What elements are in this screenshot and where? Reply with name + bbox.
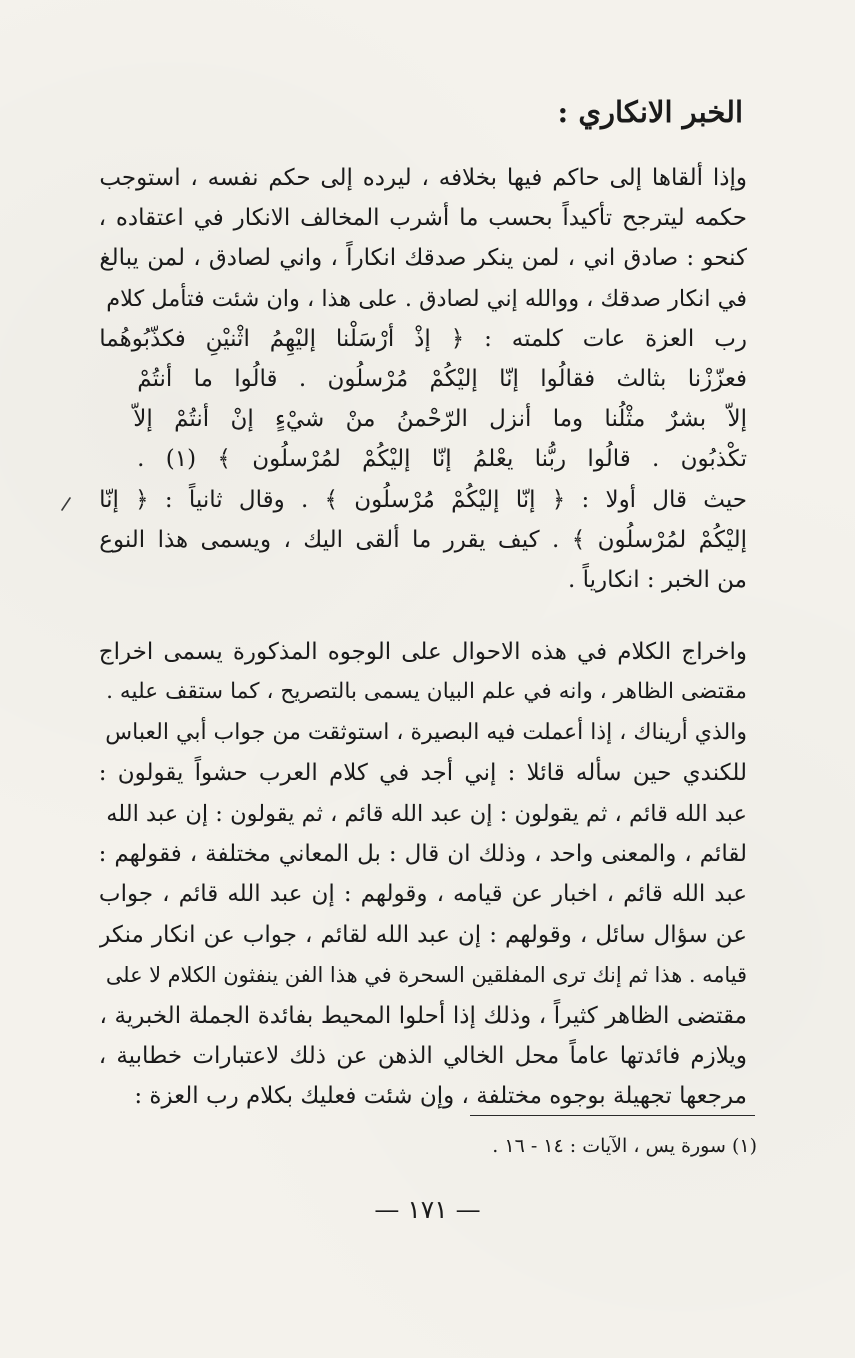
text-line: في انكار صدقك ، ووالله إني لصادق . على هذا ، وان شئت فتأمل كلام bbox=[106, 285, 747, 312]
section-heading: الخبر الانكاري : bbox=[557, 95, 743, 129]
text-line: إلاّ بشرٌ مثْلُنا وما أنزل الرّحْمنُ منْ شيْءٍ إنْ أنتُمْ إلاّ bbox=[133, 406, 747, 433]
text-line: للكندي حين سأله قائلا : إني أجد في كلام العرب حشواً يقولون : bbox=[99, 760, 747, 787]
text-line: عبد الله قائم ، اخبار عن قيامه ، وقولهم : إن عبد الله قائم ، جواب bbox=[99, 881, 747, 908]
text-line: عن سؤال سائل ، وقولهم : إن عبد الله لقائم ، جواب عن انكار منكر bbox=[99, 921, 747, 948]
text-line: تكْذبُون . قالُوا ربُّنا يعْلمُ إنّا إليْكُمْ لمُرْسلُون ﴾ (١) . bbox=[137, 446, 747, 473]
text-line: عبد الله قائم ، ثم يقولون : إن عبد الله قائم ، ثم يقولون : إن عبد الله bbox=[106, 800, 747, 827]
text-line: وإذا ألقاها إلى حاكم فيها بخلافه ، ليرده إلى حكم نفسه ، استوجب bbox=[99, 165, 747, 191]
text-line: مرجعها تجهيلة بوجوه مختلفة ، وإن شئت فعليك بكلام رب العزة : bbox=[134, 1083, 747, 1110]
margin-mark-icon bbox=[58, 497, 72, 513]
text-line: إليْكُمْ لمُرْسلُون ﴾ . كيف يقرر ما ألقى اليك ، ويسمى هذا النوع bbox=[99, 526, 747, 553]
text-line: كنحو : صادق اني ، لمن ينكر صدقك انكاراً ، واني لصادق ، لمن يبالغ bbox=[99, 245, 747, 272]
text-line: فعزّزْنا بثالث فقالُوا إنّا إليْكُمْ مُرْسلُون . قالُوا ما أنتُمْ bbox=[137, 366, 747, 393]
text-line: مقتضى الظاهر ، وانه في علم البيان يسمى بالتصريح ، كما ستقف عليه . bbox=[106, 679, 747, 705]
paragraph-1 bbox=[99, 158, 747, 600]
text-line: حكمه ليترجح تأكيداً بحسب ما أشرب المخالف الانكار في اعتقاده ، bbox=[99, 205, 747, 232]
page-number: — ١٧١ — bbox=[374, 1195, 481, 1224]
text-line: حيث قال أولا : ﴿ إنّا إليْكُمْ مُرْسلُون ﴾ . وقال ثانياً : ﴿ إنّا bbox=[99, 486, 747, 513]
text-line: رب العزة عات كلمته : ﴿ إذْ أرْسَلْنا إليْهِمُ اثْنيْنِ فكذّبُوهُما bbox=[99, 325, 747, 352]
text-line: من الخبر : انكارياً . bbox=[567, 567, 747, 594]
text-line: لقائم ، والمعنى واحد ، وذلك ان قال : بل المعاني مختلفة ، فقولهم : bbox=[99, 841, 747, 868]
text-line: واخراج الكلام في هذه الاحوال على الوجوه المذكورة يسمى اخراج bbox=[99, 639, 747, 665]
text-line: ويلازم فائدتها عاماً محل الخالي الذهن عن ذلك لاعتبارات خطابية ، bbox=[99, 1043, 747, 1070]
footnote: (١) سورة يس ، الآيات : ١٤ - ١٦ . bbox=[492, 1135, 757, 1157]
footnote-divider bbox=[470, 1115, 755, 1116]
text-line: والذي أريناك ، إذا أعملت فيه البصيرة ، استوثقت من جواب أبي العباس bbox=[105, 719, 747, 745]
paragraph-2 bbox=[99, 632, 747, 1117]
text-line: مقتضى الظاهر كثيراً ، وذلك إذا أحلوا المحيط بفائدة الجملة الخبرية ، bbox=[99, 1002, 747, 1029]
text-line: قيامه . هذا ثم إنك ترى المفلقين السحرة في هذا الفن ينفثون الكلام لا على bbox=[105, 963, 747, 988]
